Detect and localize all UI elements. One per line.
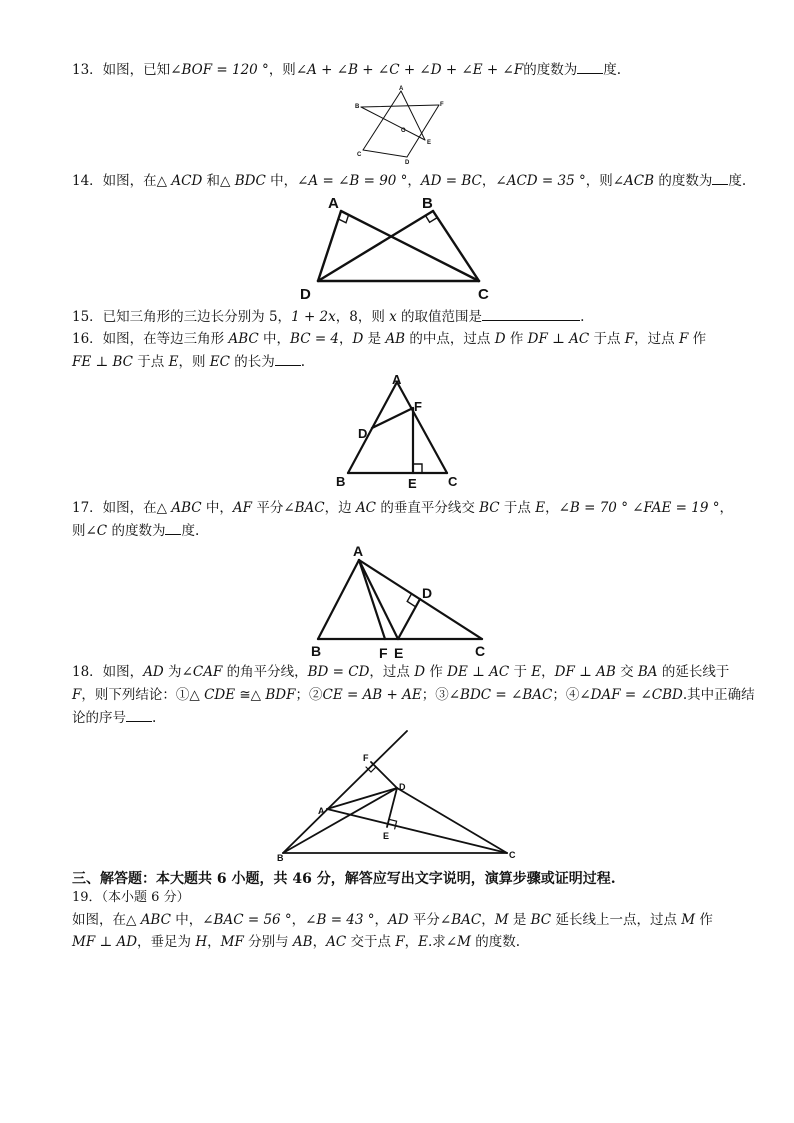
q16-text: ，过点 bbox=[634, 331, 679, 347]
q18-text: .其中正确结 bbox=[682, 687, 755, 703]
q16-text: 于点 bbox=[133, 354, 169, 370]
fig13-line-b-e bbox=[361, 107, 425, 140]
q14-cond-2: AD = BC bbox=[420, 173, 482, 189]
q16-math: BC = 4 bbox=[290, 331, 340, 347]
q19-math: F bbox=[395, 934, 405, 950]
q17-math: AF bbox=[232, 500, 253, 516]
fig14-label-b: B bbox=[422, 195, 433, 212]
fig18-label-b: B bbox=[277, 853, 284, 863]
q15-mid: ，8，则 bbox=[335, 309, 390, 325]
q19-text: ， bbox=[481, 912, 495, 928]
q19-text: 是 bbox=[508, 912, 531, 928]
q14-suffix: 的度数为 bbox=[654, 173, 713, 189]
q19-text: 分别与 bbox=[243, 934, 293, 950]
question-14 bbox=[72, 172, 746, 190]
q19-math: AD bbox=[388, 912, 409, 928]
q16-text: 是 bbox=[363, 331, 386, 347]
question-18-line-1 bbox=[72, 663, 729, 681]
q16-text: ， bbox=[339, 331, 353, 347]
q19-text: 作 bbox=[695, 912, 713, 928]
q18-text: ， bbox=[541, 664, 555, 680]
q14-cond-1: ∠A = ∠B = 90 ° bbox=[297, 173, 408, 189]
q18-math: BDF bbox=[265, 687, 296, 703]
q19-text: ， bbox=[374, 912, 389, 928]
q13-after: 度. bbox=[603, 62, 621, 78]
fig13-line-b-f bbox=[361, 105, 439, 107]
fig18-label-e: E bbox=[383, 831, 390, 841]
q16-math: DF ⊥ AC bbox=[527, 331, 590, 347]
q19-text: ， bbox=[312, 934, 327, 950]
question-18-line-3 bbox=[72, 709, 156, 727]
q17-math: ∠BAC bbox=[283, 500, 325, 516]
q19-math: ∠BAC = 56 ° bbox=[202, 912, 292, 928]
q18-text: ；③ bbox=[421, 687, 449, 703]
q16-text: 于点 bbox=[589, 331, 625, 347]
fig18-line-cd bbox=[397, 788, 507, 853]
answer-blank bbox=[275, 353, 301, 366]
answer-blank bbox=[126, 709, 152, 722]
q16-math: D bbox=[494, 331, 506, 347]
q17-math: AC bbox=[355, 500, 377, 516]
fig18-line-ac bbox=[327, 809, 507, 853]
question-19-title: 19．（本小题 6 分） bbox=[72, 890, 190, 905]
q14-triangle-2: BDC bbox=[234, 173, 266, 189]
q19-math: H bbox=[195, 934, 208, 950]
q17-text: 17．如图，在△ bbox=[72, 500, 172, 516]
fig17-line-af bbox=[359, 560, 385, 639]
fig17-label-f: F bbox=[379, 645, 388, 661]
fig18-label-a: A bbox=[318, 806, 325, 816]
q19-text: 的度数. bbox=[470, 934, 521, 950]
q13-suffix: 的度数为 bbox=[523, 62, 578, 78]
q17-math: E bbox=[535, 500, 546, 516]
fig14-line-bd bbox=[318, 211, 433, 281]
q14-target: ∠ACB bbox=[612, 173, 655, 189]
q18-text: ；② bbox=[295, 687, 323, 703]
q16-math: F bbox=[678, 331, 689, 347]
q16-math: AB bbox=[385, 331, 406, 347]
question-17-line-1 bbox=[72, 499, 733, 517]
q13-prefix: 13．如图，已知 bbox=[72, 62, 171, 78]
q16-text: ，则 bbox=[178, 354, 210, 370]
fig13-label-f: F bbox=[440, 102, 444, 108]
q19-text: 延长线上一点，过点 bbox=[551, 912, 682, 928]
q17-text: 平分 bbox=[252, 500, 284, 516]
q19-math: E bbox=[418, 934, 429, 950]
fig16-label-e: E bbox=[408, 476, 417, 491]
q19-math: MF bbox=[220, 934, 244, 950]
question-17-line-2 bbox=[72, 522, 199, 540]
q18-text: 交 bbox=[615, 664, 638, 680]
q14-after: 度. bbox=[728, 173, 747, 189]
q17-math: BC bbox=[479, 500, 500, 516]
q15-after: . bbox=[580, 309, 585, 325]
q17-text: 中， bbox=[201, 500, 233, 516]
q19-math: ∠M bbox=[445, 934, 471, 950]
q16-text: 16．如图，在等边三角形 bbox=[72, 331, 229, 347]
q19-text: ， bbox=[404, 934, 419, 950]
fig14-label-c: C bbox=[478, 286, 489, 303]
q19-math: M bbox=[681, 912, 696, 928]
q19-text: ，垂足为 bbox=[137, 934, 196, 950]
fig16-label-d: D bbox=[358, 426, 368, 441]
section-heading: 三、解答题：本大题共 6 小题，共 46 分，解答应写出文字说明，演算步骤或证明过程. bbox=[72, 871, 616, 887]
question-16-line-1 bbox=[72, 330, 706, 348]
q18-math: ∠DAF = ∠CBD bbox=[579, 687, 683, 703]
question-15 bbox=[72, 308, 584, 326]
fig13-line-a-c bbox=[363, 91, 401, 150]
q18-text: ，则下列结论：①△ bbox=[81, 687, 205, 703]
q18-text: . bbox=[152, 710, 157, 726]
q16-text: 中， bbox=[258, 331, 291, 347]
fig14-label-d: D bbox=[300, 286, 311, 303]
q13-expression: ∠A + ∠B + ∠C + ∠D + ∠E + ∠F bbox=[295, 62, 524, 78]
q15-suffix: 的取值范围是 bbox=[396, 309, 483, 325]
q19-math: AB bbox=[292, 934, 313, 950]
q19-text: 平分 bbox=[408, 912, 440, 928]
q19-text: 交于点 bbox=[346, 934, 396, 950]
q16-math: F bbox=[624, 331, 635, 347]
q16-math: FE ⊥ BC bbox=[72, 354, 134, 370]
q18-text: ，过点 bbox=[369, 664, 415, 680]
q16-text: 的长为 bbox=[229, 354, 275, 370]
fig13-label-e: E bbox=[427, 140, 432, 146]
fig16-label-f: F bbox=[414, 399, 422, 414]
figure-18-triangle bbox=[275, 727, 525, 867]
q19-math: ABC bbox=[140, 912, 171, 928]
q16-text: 作 bbox=[688, 331, 707, 347]
q16-math: E bbox=[168, 354, 179, 370]
q14-prefix: 14．如图，在△ bbox=[72, 173, 172, 189]
fig16-label-b: B bbox=[336, 474, 346, 489]
q13-given: ∠BOF = 120 ° bbox=[170, 62, 269, 78]
answer-blank bbox=[165, 522, 181, 535]
q17-text: 于点 bbox=[499, 500, 536, 516]
q15-variable: x bbox=[389, 309, 397, 325]
q18-math: F bbox=[72, 687, 82, 703]
fig14-right-angle-b bbox=[425, 215, 436, 222]
fig16-right-angle-e bbox=[413, 464, 422, 473]
q18-math: ∠BDC = ∠BAC bbox=[448, 687, 553, 703]
q18-text: 作 bbox=[425, 664, 448, 680]
q17-math: ABC bbox=[171, 500, 202, 516]
q18-text: 18．如图， bbox=[72, 664, 144, 680]
q18-text: ；④ bbox=[552, 687, 580, 703]
fig13-label-a: A bbox=[399, 86, 404, 92]
fig17-label-d: D bbox=[422, 585, 433, 601]
question-13 bbox=[72, 61, 621, 79]
q17-math: ∠C bbox=[85, 523, 108, 539]
q14-comma-1: ， bbox=[407, 173, 421, 189]
q17-text: ， bbox=[545, 500, 559, 516]
q17-text: 度. bbox=[181, 523, 200, 539]
fig14-label-a: A bbox=[328, 195, 339, 212]
q18-math: DE ⊥ AC bbox=[447, 664, 510, 680]
q16-text: 的中点，过点 bbox=[405, 331, 495, 347]
q14-mid: 中， bbox=[265, 173, 298, 189]
fig17-label-c: C bbox=[475, 643, 486, 659]
q19-text: .求 bbox=[428, 934, 446, 950]
q18-text: 的延长线于 bbox=[657, 664, 730, 680]
fig17-line-ab bbox=[318, 560, 359, 639]
q18-math: E bbox=[531, 664, 542, 680]
q18-math: BD = CD bbox=[307, 664, 370, 680]
q19-math: M bbox=[494, 912, 509, 928]
figure-16-triangle bbox=[332, 370, 468, 490]
fig16-label-a: A bbox=[392, 372, 402, 387]
q18-text: 于 bbox=[509, 664, 532, 680]
fig16-label-c: C bbox=[448, 474, 458, 489]
q19-text: 中， bbox=[170, 912, 203, 928]
q19-math: BC bbox=[530, 912, 552, 928]
fig13-label-b: B bbox=[355, 104, 360, 110]
q13-middle: ，则 bbox=[268, 62, 296, 78]
q14-and: 和△ bbox=[202, 173, 235, 189]
q17-text: 的垂直平分线交 bbox=[376, 500, 480, 516]
q19-math: ∠B = 43 ° bbox=[305, 912, 375, 928]
q18-math: DF ⊥ AB bbox=[554, 664, 616, 680]
fig18-label-c: C bbox=[509, 850, 516, 860]
question-19-line-2 bbox=[72, 933, 520, 951]
q16-math: ABC bbox=[228, 331, 259, 347]
q17-text: 的度数为 bbox=[107, 523, 166, 539]
q18-math: AD bbox=[143, 664, 164, 680]
fig13-label-c: C bbox=[357, 152, 362, 158]
fig13-label-o: O bbox=[401, 128, 406, 134]
answer-blank bbox=[482, 308, 580, 321]
q18-text: ≅△ bbox=[235, 687, 266, 703]
q18-math: ∠CAF bbox=[181, 664, 223, 680]
q16-text: 作 bbox=[505, 331, 528, 347]
q16-math: EC bbox=[209, 354, 230, 370]
fig13-label-d: D bbox=[405, 160, 410, 166]
q17-text: ，边 bbox=[324, 500, 356, 516]
figure-14-triangles bbox=[296, 192, 506, 304]
fig18-label-f: F bbox=[363, 753, 369, 763]
fig17-label-b: B bbox=[311, 643, 322, 659]
q18-text: 论的序号 bbox=[72, 710, 126, 726]
q19-text: ， bbox=[207, 934, 221, 950]
q16-math: D bbox=[352, 331, 364, 347]
q15-prefix: 15．已知三角形的三边长分别为 5， bbox=[72, 309, 292, 325]
q17-math: ∠FAE = 19 ° bbox=[632, 500, 720, 516]
q19-math: AC bbox=[326, 934, 347, 950]
fig14-line-ac bbox=[341, 211, 479, 281]
q18-math: CE = AB + AE bbox=[322, 687, 422, 703]
q18-text: 的角平分线， bbox=[222, 664, 308, 680]
fig13-line-c-d bbox=[363, 150, 407, 157]
q14-triangle-1: ACD bbox=[171, 173, 203, 189]
q14-cond-3: ∠ACD = 35 ° bbox=[495, 173, 586, 189]
fig17-label-e: E bbox=[394, 645, 404, 661]
figure-13-star bbox=[355, 84, 445, 164]
q18-math: D bbox=[414, 664, 426, 680]
q17-text: 则 bbox=[72, 523, 86, 539]
q19-math: MF ⊥ AD bbox=[72, 934, 138, 950]
fig17-label-a: A bbox=[353, 543, 364, 559]
q16-text: . bbox=[300, 354, 306, 370]
q17-text: ， bbox=[719, 500, 733, 516]
answer-blank bbox=[577, 61, 603, 74]
q18-math: CDE bbox=[204, 687, 236, 703]
q17-math: ∠B = 70 ° bbox=[558, 500, 628, 516]
q19-math: ∠BAC bbox=[439, 912, 482, 928]
question-16-line-2 bbox=[72, 353, 305, 371]
q18-math: BA bbox=[637, 664, 658, 680]
q19-text: 如图，在△ bbox=[72, 912, 141, 928]
figure-17-triangle bbox=[305, 538, 500, 663]
answer-blank bbox=[712, 172, 728, 185]
q15-expression: 1 + 2x bbox=[291, 309, 336, 325]
q18-text: 为 bbox=[163, 664, 182, 680]
fig18-line-df bbox=[371, 762, 397, 788]
q19-text: ， bbox=[291, 912, 306, 928]
q14-comma-2: ， bbox=[481, 173, 496, 189]
question-18-line-2 bbox=[72, 686, 755, 704]
q14-ask: ，则 bbox=[585, 173, 613, 189]
fig18-label-d: D bbox=[399, 782, 406, 792]
question-19-line-1 bbox=[72, 911, 713, 929]
fig17-line-de bbox=[398, 599, 420, 639]
fig16-line-ac bbox=[397, 382, 447, 473]
